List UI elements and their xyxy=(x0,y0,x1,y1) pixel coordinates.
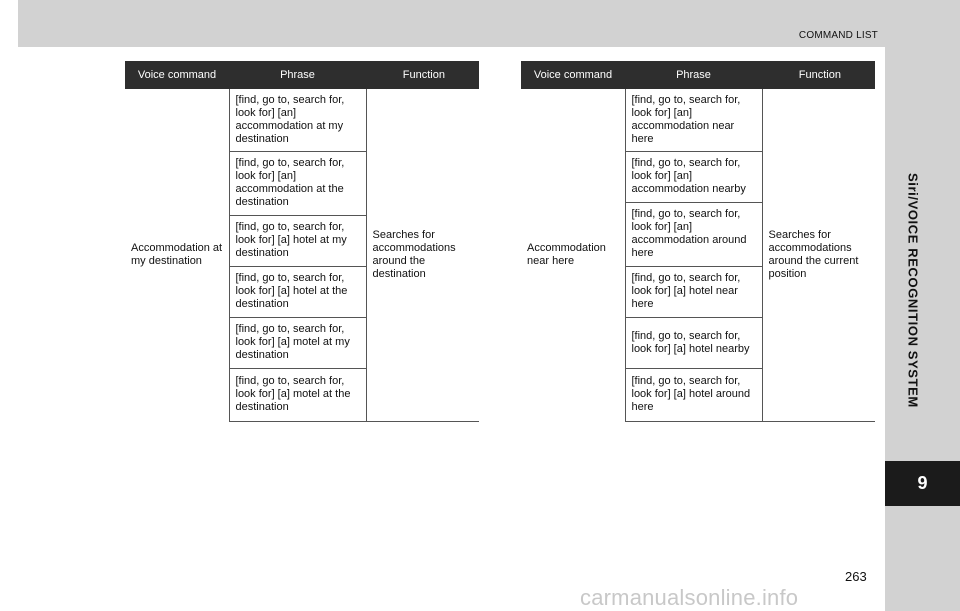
phrase-cell: [find, go to, search for, look for] [an] accommodation at my destination xyxy=(229,89,366,151)
command-table-left xyxy=(125,61,479,422)
chapter-title-text: Siri/VOICE RECOGNITION SYSTEM xyxy=(905,172,921,408)
table-row xyxy=(521,89,875,151)
chapter-title xyxy=(887,120,939,460)
phrase-cell: [find, go to, search for, look for] [an] accommodation at the destination xyxy=(229,151,366,215)
phrase-cell: [find, go to, search for, look for] [a] hotel at the destination xyxy=(229,266,366,317)
top-band xyxy=(18,0,885,47)
phrase-cell: [find, go to, search for, look for] [an] accommodation nearby xyxy=(625,151,762,202)
phrase-cell: [find, go to, search for, look for] [a] hotel at my destination xyxy=(229,215,366,266)
phrase-cell: [find, go to, search for, look for] [a] motel at the destination xyxy=(229,368,366,421)
voice-command-cell: Accommodation near here xyxy=(521,89,625,421)
column-header-voice-command: Voice command xyxy=(521,61,625,89)
column-header-function: Function xyxy=(366,61,479,89)
function-cell: Searches for accommodations around the destination xyxy=(366,89,479,421)
table-header-row xyxy=(521,61,875,89)
phrase-cell: [find, go to, search for, look for] [a] hotel nearby xyxy=(625,317,762,368)
column-header-phrase: Phrase xyxy=(229,61,366,89)
phrase-cell: [find, go to, search for, look for] [an] accommodation around here xyxy=(625,202,762,266)
table-row xyxy=(125,89,479,151)
watermark: carmanualsonline.info xyxy=(580,585,799,610)
phrase-cell: [find, go to, search for, look for] [a] hotel around here xyxy=(625,368,762,421)
table-header-row xyxy=(125,61,479,89)
column-header-phrase: Phrase xyxy=(625,61,762,89)
function-cell: Searches for accommodations around the current position xyxy=(762,89,875,421)
voice-command-cell: Accommodation at my destination xyxy=(125,89,229,421)
phrase-cell: [find, go to, search for, look for] [a] hotel near here xyxy=(625,266,762,317)
phrase-cell: [find, go to, search for, look for] [a] motel at my destination xyxy=(229,317,366,368)
page-number: 263 xyxy=(845,569,867,584)
section-header: COMMAND LIST xyxy=(798,30,878,41)
column-header-function: Function xyxy=(762,61,875,89)
command-table-right xyxy=(521,61,875,422)
phrase-cell: [find, go to, search for, look for] [an] accommodation near here xyxy=(625,89,762,151)
column-header-voice-command: Voice command xyxy=(125,61,229,89)
chapter-number-tab: 9 xyxy=(885,461,960,506)
